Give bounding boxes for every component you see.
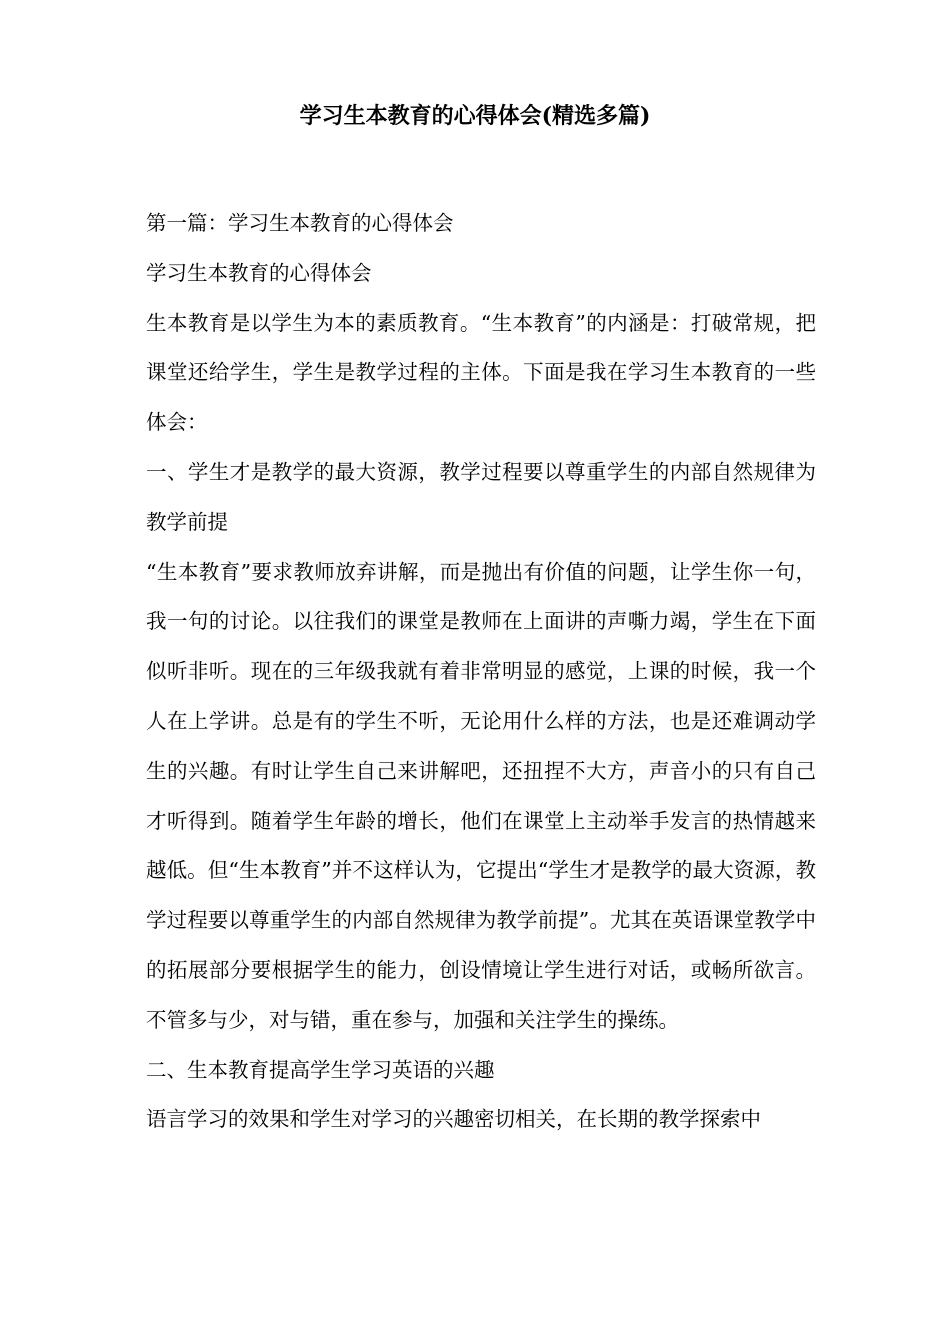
document-title: 学习生本教育的心得体会(精选多篇) [299, 103, 651, 129]
body-paragraph: “生本教育”要求教师放弃讲解，而是抛出有价值的问题，让学生你一句，我一句的讨论。以往我们的课堂是教师在上面讲的声嘶力竭，学生在下面似听非听。现在的三年级我就有着非常明显的感觉，上课的时候，我一个人在上学讲。总是有的学生不听，无论用什么样的方法，也是还难调动学生的兴趣。有时让学生自己来讲解吧，还扭捏不大方，声音小的只有自己才听得到。随着学生年龄的增长，他们在课堂上主动举手发言的热情越来越低。但“生本教育”并不这样认为，它提出“学生才是教学的最大资源，教学过程要以尊重学生的内部自然规律为教学前提”。尤其在英语课堂教学中的拓展部分要根据学生的能力，创设情境让学生进行对话，或畅所欲言。不管多与少，对与错，重在参与，加强和关注学生的操练。 [146, 559, 816, 1032]
body-paragraph: 语言学习的效果和学生对学习的兴趣密切相关，在长期的教学探索中 [146, 1107, 761, 1132]
intro-paragraph: 生本教育是以学生为本的素质教育。“生本教育”的内涵是：打破常规，把课堂还给学生，学生是教学过程的主体。下面是我在学习生本教育的一些体会： [146, 310, 816, 435]
section-heading-2: 二、生本教育提高学生学习英语的兴趣 [146, 1057, 495, 1082]
section-heading-1: 一、学生才是教学的最大资源，教学过程要以尊重学生的内部自然规律为教学前提 [146, 459, 816, 534]
article-subtitle: 学习生本教育的心得体会 [146, 260, 372, 285]
chapter-heading: 第一篇：学习生本教育的心得体会 [146, 211, 454, 235]
document-body [146, 199, 816, 1145]
